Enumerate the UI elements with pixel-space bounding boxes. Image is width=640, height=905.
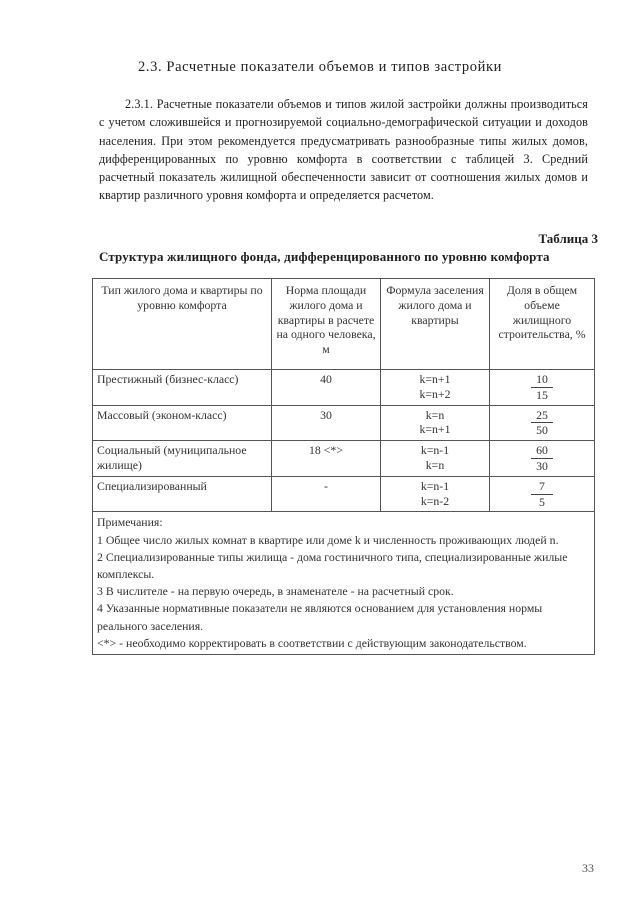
table-row (93, 405, 595, 441)
table-notes-row (93, 512, 595, 655)
header-type: Тип жилого дома и квартиры по уровню комфорта (93, 279, 272, 370)
share-numerator: 10 (531, 372, 553, 388)
formula-second: k=n+1 (419, 422, 451, 437)
row-type: Престижный (бизнес-класс) (93, 370, 272, 406)
share-numerator: 25 (531, 408, 553, 424)
table-row (93, 476, 595, 512)
row-share (490, 476, 595, 512)
table-row (93, 370, 595, 406)
row-norm: 30 (272, 405, 381, 441)
row-norm: 18 <*> (272, 441, 381, 477)
housing-structure-table (92, 278, 595, 655)
formula-first: k=n (425, 407, 445, 422)
note-item: 1 Общее число жилых комнат в квартире или доме k и численность проживающих людей n. (97, 532, 559, 547)
row-share (490, 441, 595, 477)
row-formula (381, 405, 490, 441)
row-formula (381, 370, 490, 406)
section-title: 2.3. Расчетные показатели объемов и типов застройки (138, 59, 502, 75)
row-share (490, 370, 595, 406)
share-denominator: 5 (539, 494, 545, 509)
table-label: Таблица 3 (538, 231, 598, 246)
header-share: Доля в общем объеме жилищного строительства, % (490, 279, 595, 370)
share-fraction (531, 408, 553, 439)
note-item: 3 В числителе - на первую очередь, в знаменателе - на расчетный срок. (97, 584, 454, 599)
table-title: Структура жилищного фонда, дифференцированного по уровню комфорта (99, 249, 550, 264)
row-type: Массовый (эконом-класс) (93, 405, 272, 441)
header-norm: Норма площади жилого дома и квартиры в расчете на одного человека, м (272, 279, 381, 370)
row-type: Специализированный (93, 476, 272, 512)
section-paragraph: 2.3.1. Расчетные показатели объемов и типов жилой застройки должны производиться с учетом сложившейся и прогнозируемой социально-демографической ситуации и доходов населения. При этом рекомендуется предусматривать разнообразные типы жилых домов, дифференцированных по уровню комфорта в соответствии с таблицей 3. Средний расчетный показатель жилищной обеспеченности зависит от соотношения жилых домов и квартир различного уровня комфорта и определяется расчетом. (99, 97, 588, 203)
share-denominator: 30 (536, 458, 548, 473)
row-formula (381, 476, 490, 512)
formula-second: k=n+2 (419, 386, 451, 401)
share-fraction (531, 372, 553, 403)
share-numerator: 7 (531, 479, 553, 495)
notes-heading: Примечания: (97, 515, 163, 530)
share-numerator: 60 (531, 443, 553, 459)
table-header-row (93, 279, 595, 370)
share-fraction (531, 443, 553, 474)
share-denominator: 15 (536, 387, 548, 402)
header-formula: Формула заселения жилого дома и квартиры (381, 279, 490, 370)
formula-first: k=n-1 (420, 478, 450, 493)
share-denominator: 50 (536, 423, 548, 438)
formula-first: k=n+1 (419, 372, 451, 386)
notes-cell (93, 512, 595, 655)
note-item: <*> - необходимо корректировать в соответствии с действующим законодательством. (97, 635, 527, 650)
formula-first: k=n-1 (420, 443, 450, 458)
share-fraction (531, 479, 553, 510)
note-item: 4 Указанные нормативные показатели не являются основанием для установления нормы реального заселения. (97, 601, 543, 633)
row-formula (381, 441, 490, 477)
formula-second: k=n (425, 457, 445, 472)
row-share (490, 405, 595, 441)
formula-second: k=n-2 (420, 493, 450, 508)
row-type: Социальный (муниципальное жилище) (93, 441, 272, 477)
row-norm: - (272, 476, 381, 512)
row-norm: 40 (272, 370, 381, 406)
table-row (93, 441, 595, 477)
note-item: 2 Специализированные типы жилища - дома гостиничного типа, специализированные жилые комплексы. (97, 549, 568, 581)
page-number: 33 (582, 861, 594, 875)
